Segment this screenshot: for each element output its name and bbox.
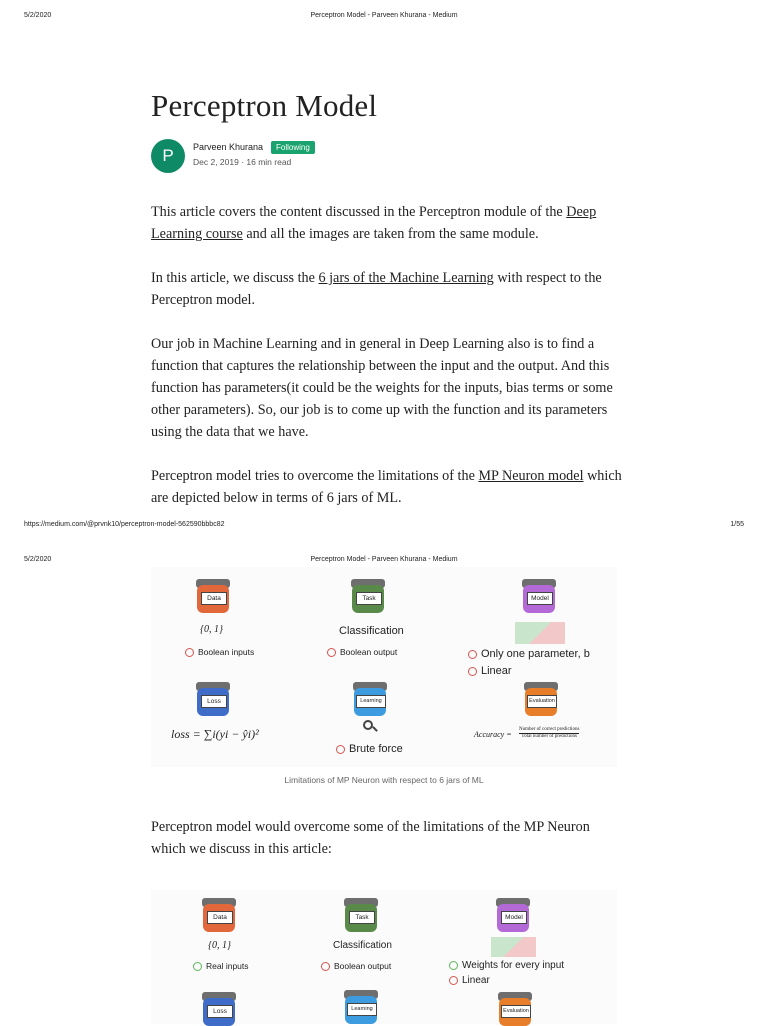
decision-boundary-thumbnail (491, 937, 536, 957)
text: Boolean output (340, 647, 398, 657)
print-url: https://medium.com/@prvnk10/perceptron-model-562590bbbc82 (24, 521, 225, 528)
text: which are depicted below in terms of 6 jars of ML. (151, 468, 622, 506)
author-name[interactable]: Parveen Khurana (193, 142, 264, 152)
jar-label: Model (501, 911, 527, 924)
model-note-1 (468, 648, 590, 660)
model-note-2 (449, 975, 490, 986)
data-set-text: {0, 1} (200, 624, 223, 635)
text: Brute force (349, 743, 403, 755)
sad-face-icon (468, 650, 477, 659)
text: Linear (481, 665, 512, 677)
jar-label: Data (201, 592, 227, 605)
figure-caption: Limitations of MP Neuron with respect to 6 jars of ML (284, 775, 484, 785)
jar-label: Learning (356, 695, 386, 708)
accuracy-label: Accuracy = (474, 730, 512, 739)
accuracy-denominator: Total number of predictions (521, 734, 577, 739)
sad-face-icon (185, 648, 194, 657)
sad-face-icon (321, 962, 330, 971)
six-jars-figure-mp-neuron (151, 567, 617, 767)
text: Boolean inputs (198, 647, 255, 657)
paragraph-3: Our job in Machine Learning and in general in Deep Learning also is to find a function that captures the relationship between the input and the output. And this function has parameters(it could be the weights for the inputs, bias terms or some other parameters). So, our job is to come up with the function and its parameters using the data that we have. (151, 336, 613, 440)
text: Boolean output (334, 961, 392, 971)
learning-note (336, 743, 403, 755)
text: and all the images are taken from the same module. (242, 226, 539, 242)
print-page-number: 1/55 (730, 521, 744, 528)
task-note (321, 961, 391, 971)
happy-face-icon (193, 962, 202, 971)
mp-neuron-link[interactable]: MP Neuron model (478, 468, 584, 484)
text: with respect to the Perceptron model. (151, 270, 602, 308)
task-text: Classification (339, 625, 404, 637)
six-jars-link[interactable]: 6 jars of the Machine Learning (318, 270, 494, 286)
text: Real inputs (206, 961, 249, 971)
accuracy-numerator: Number of correct predictions (519, 727, 580, 732)
task-note (327, 647, 397, 657)
jar-label: Evaluation (501, 1005, 531, 1018)
paragraph-5: Perceptron model would overcome some of the limitations of the MP Neuron which we discuss in this article: (151, 819, 590, 857)
deep-learning-course-link[interactable]: Deep Learning course (151, 204, 597, 242)
jar-label: Task (349, 911, 375, 924)
text: Weights for every input (462, 960, 565, 971)
avatar[interactable] (151, 139, 185, 173)
sad-face-icon (336, 745, 345, 754)
avatar-initial: P (162, 146, 174, 165)
sad-face-icon (327, 648, 336, 657)
article-meta: Dec 2, 2019 · 16 min read (193, 157, 292, 167)
magnifier-icon (363, 720, 373, 730)
model-note-1 (449, 960, 564, 971)
task-text: Classification (333, 940, 392, 951)
magnifier-handle (372, 726, 378, 732)
jar-label: Loss (201, 695, 227, 708)
paragraph-2 (151, 267, 626, 311)
jar-label: Loss (207, 1005, 233, 1018)
print-date: 5/2/2020 (24, 12, 52, 19)
data-set-text: {0, 1} (208, 940, 231, 951)
happy-face-icon (449, 961, 458, 970)
sad-face-icon (449, 976, 458, 985)
paragraph-1 (151, 201, 626, 245)
data-note (185, 647, 254, 657)
text: Only one parameter, b (481, 648, 590, 660)
text: Perceptron model tries to overcome the limitations of the (151, 468, 479, 484)
accuracy-fraction (519, 727, 579, 740)
article-title: Perceptron Model (151, 88, 378, 123)
loss-formula: loss = ∑i(yi − ŷi)² (171, 727, 259, 741)
text: This article covers the content discussed in the Perceptron module of the (151, 204, 567, 220)
jar-label: Data (207, 911, 233, 924)
print-title: Perceptron Model - Parveen Khurana - Medium (310, 556, 458, 563)
print-date: 5/2/2020 (24, 556, 52, 563)
text: In this article, we discuss the (151, 270, 319, 286)
sad-face-icon (468, 667, 477, 676)
following-button[interactable]: Following (271, 141, 315, 154)
jar-label: Task (356, 592, 382, 605)
data-note (193, 961, 249, 971)
jar-label: Evaluation (527, 695, 557, 708)
jar-label: Learning (347, 1003, 377, 1016)
six-jars-figure-perceptron (151, 890, 617, 1024)
print-title: Perceptron Model - Parveen Khurana - Medium (310, 12, 458, 19)
paragraph-4 (151, 465, 626, 509)
decision-boundary-thumbnail (515, 622, 565, 644)
jar-label: Model (527, 592, 553, 605)
model-note-2 (468, 665, 512, 677)
text: Linear (462, 975, 490, 986)
